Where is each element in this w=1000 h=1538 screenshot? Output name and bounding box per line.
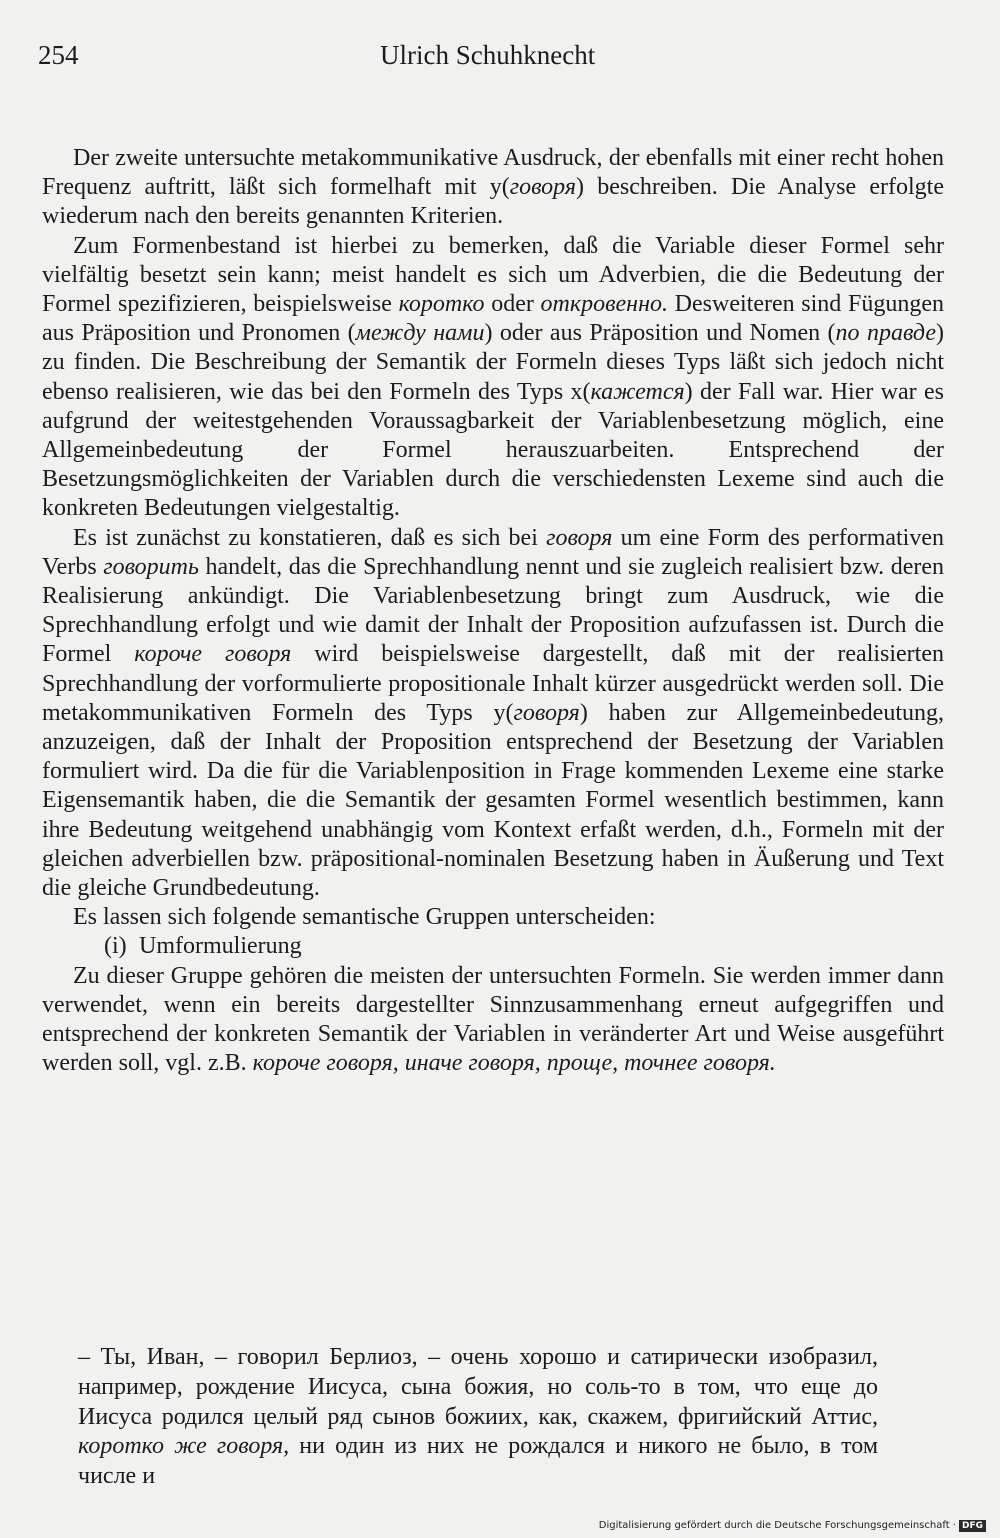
running-head: Ulrich Schuhknecht <box>380 40 596 70</box>
paragraph-2: Zum Formenbestand ist hierbei zu bemerken, daß die Variable dieser Formel sehr vielfältig besetzt sein kann; meist handelt es sich um Adverbien, die die Bedeutung der Formel spezifizieren, beispielsweise коротко oder откровенно. Desweiteren sind Fügungen aus Präposition und Pronomen (между нами) oder aus Präposition und Nomen (по правде) zu finden. Die Beschreibung der Semantik der Formeln dieses Typs läßt sich jedoch nicht ebenso realisieren, wie das bei den Formeln des Typs x(кажется) der Fall war. Hier war es aufgrund der weitestgehenden Voraussagbarkeit der Variablenbesetzung möglich, eine Allgemeinbedeutung der Formel herauszuarbeiten. Entsprechend der Besetzungsmöglichkeiten der Variablen durch die verschiedensten Lexeme sind auch die konkreten Bedeutungen vielgestaltig. <box>42 232 945 522</box>
paragraph-5: Zu dieser Gruppe gehören die meisten der untersuchten Formeln. Sie werden immer dann verwendet, wenn ein bereits dargestellter Sinnzusammenhang erneut aufgegriffen und entsprechend der konkreten Semantik der Variablen in veränderter Art und Weise ausgeführt werden soll, vgl. z.B. короче говоря, иначе говоря, проще, точнее говоря. <box>42 962 944 1077</box>
dfg-logo: DFG <box>959 1520 986 1532</box>
paragraph-3: Es ist zunächst zu konstatieren, daß es sich bei говоря um eine Form des performativen Verbs говорить handelt, das die Sprechhandlung nennt und sie zugleich realisiert bzw. deren Realisierung ankündigt. Die Variablenbesetzung bringt zum Ausdruck, wie die Sprechhandlung erfolgt und wie damit der Inhalt der Proposition aufzufassen ist. Durch die Formel короче говоря wird beispielsweise dargestellt, daß mit der realisierten Sprechhandlung der vorformulierte propositionale Inhalt kürzer ausgedrückt werden soll. Die metakommunikativen Formeln des Typs y(говоря) haben zur Allgemeinbedeutung, anzuzeigen, daß der Inhalt der Proposition entsprechend der Besetzung der Variablen formuliert wird. Da die für die Variablenposition in Frage kommenden Lexeme eine starke Eigensemantik haben, die die Semantik der gesamten Formel wesentlich bestimmen, kann ihre Bedeutung weitgehend unabhängig vom Kontext erfaßt werden, d.h., Formeln mit der gleichen adverbiellen bzw. präpositional-nominalen Besetzung haben in Äußerung und Text die gleiche Grundbedeutung. <box>42 524 945 902</box>
page-header <box>0 40 1000 80</box>
paragraph-1: Der zweite untersuchte metakommunikative Ausdruck, der ebenfalls mit einer recht hohen Frequenz auftritt, läßt sich formelhaft mit y(говоря) beschreiben. Die Analyse erfolgte wiederum nach den bereits genannten Kriterien. <box>42 145 944 230</box>
list-item-text: Umformulierung <box>139 933 302 960</box>
list-item-i <box>42 932 944 961</box>
block-quote: – Ты, Иван, – говорил Берлиоз, – очень хорошо и сатирически изобразил, например, рождение Иисуса, сына божия, но соль-то в том, что еще до Иисуса родился целый ряд сынов божиих, как, скажем, фригийский Аттис, коротко же говоря, ни один из них не рождался и никого не было, в том числе и <box>78 1344 879 1490</box>
paragraph-4: Es lassen sich folgende semantische Gruppen unterscheiden: <box>73 904 656 931</box>
digitization-footer <box>599 1520 986 1532</box>
footer-text: Digitalisierung gefördert durch die Deutsche Forschungsgemeinschaft · <box>598 1520 956 1531</box>
list-item-label: (i) <box>104 933 127 960</box>
body-text <box>42 144 944 1079</box>
page-number: 254 <box>38 40 79 70</box>
